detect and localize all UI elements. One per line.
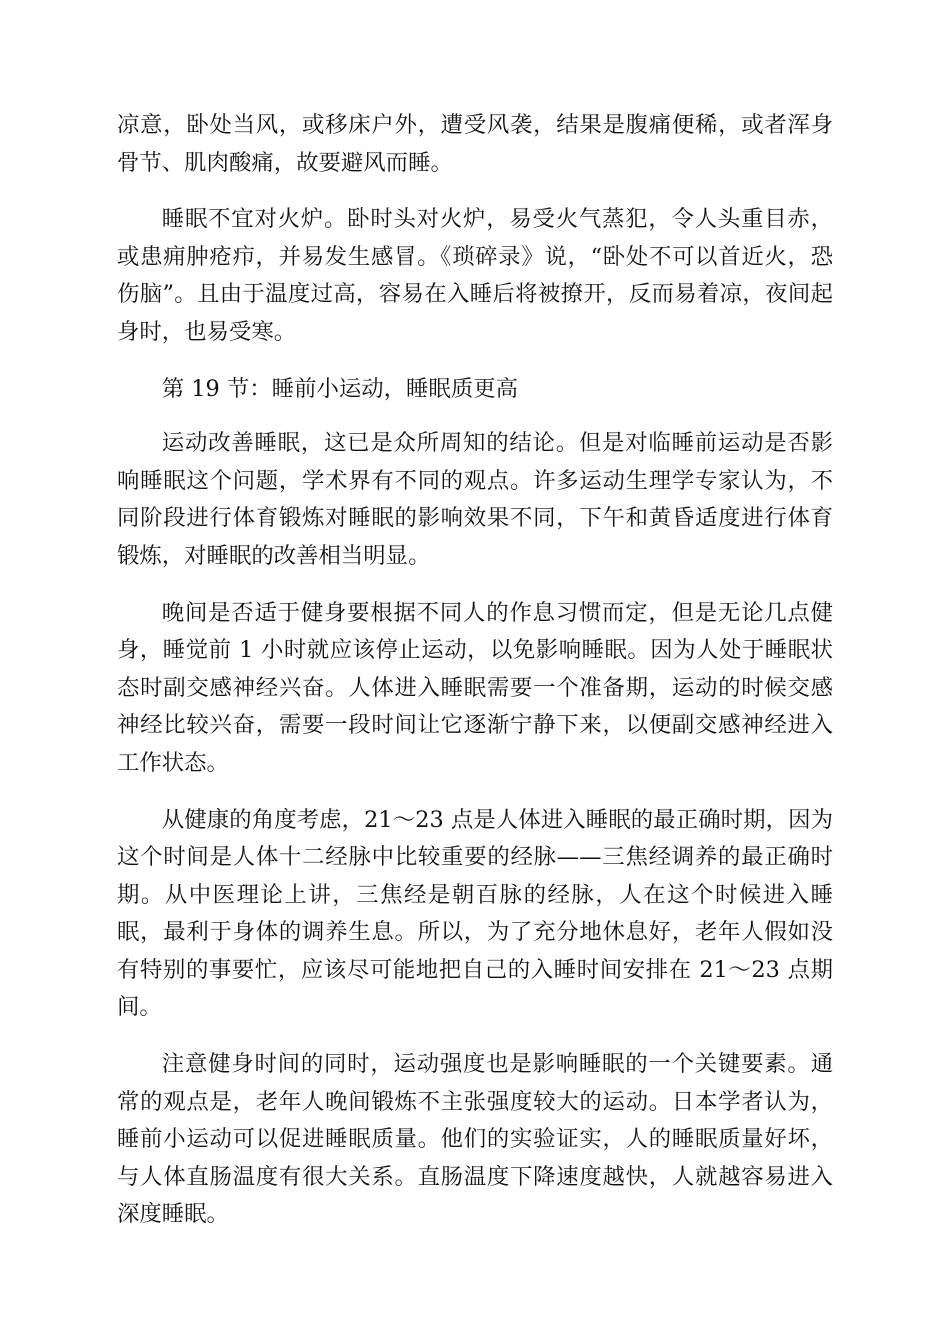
paragraph-sleep-time: 从健康的角度考虑，21～23 点是人体进入睡眠的最正确时期，因为这个时间是人体十二经脉中比较重要的经脉——三焦经调养的最正确时期。从中医理论上讲，三焦经是朝百脉的经脉，人在这个时候进入睡眠，最利于身体的调养生息。所以，为了充分地休息好，老年人假如没有特别的事要忙，应该尽可能地把自己的入睡时间安排在 21～23 点期间。 <box>117 806 833 1021</box>
paragraph-evening-exercise: 晚间是否适于健身要根据不同人的作息习惯而定，但是无论几点健身，睡觉前 1 小时就应该停止运动，以免影响睡眠。因为人处于睡眠状态时副交感神经兴奋。人体进入睡眠需要一个准备期，运动的时候交感神经比较兴奋，需要一段时间让它逐渐宁静下来，以便副交感神经进入工作状态。 <box>117 599 833 776</box>
paragraph-exercise-intensity: 注意健身时间的同时，运动强度也是影响睡眠的一个关键要素。通常的观点是，老年人晚间锻炼不主张强度较大的运动。日本学者认为，睡前小运动可以促进睡眠质量。他们的实验证实，人的睡眠质量好坏，与人体直肠温度有很大关系。直肠温度下降速度越快，人就越容易进入深度睡眠。 <box>117 1051 833 1228</box>
paragraph-exercise-intro: 运动改善睡眠，这已是众所周知的结论。但是对临睡前运动是否影响睡眠这个问题，学术界有不同的观点。许多运动生理学专家认为，不同阶段进行体育锻炼对睡眠的影响效果不同，下午和黄昏适度进行体育锻炼，对睡眠的改善相当明显。 <box>117 430 833 569</box>
paragraph-continuation: 凉意，卧处当风，或移床户外，遭受风袭，结果是腹痛便稀，或者浑身骨节、肌肉酸痛，故要避风而睡。 <box>117 112 833 176</box>
paragraph-stove: 睡眠不宜对火炉。卧时头对火炉，易受火气蒸犯，令人头重目赤，或患痈肿疮疖，并易发生感冒。《琐碎录》说，“卧处不可以首近火，恐伤脑”。且由于温度过高，容易在入睡后将被撩开，反而易着凉，夜间起身时，也易受寒。 <box>117 206 833 345</box>
section-heading: 第 19 节：睡前小运动，睡眠质更高 <box>161 375 518 402</box>
document-body <box>117 107 833 1253</box>
